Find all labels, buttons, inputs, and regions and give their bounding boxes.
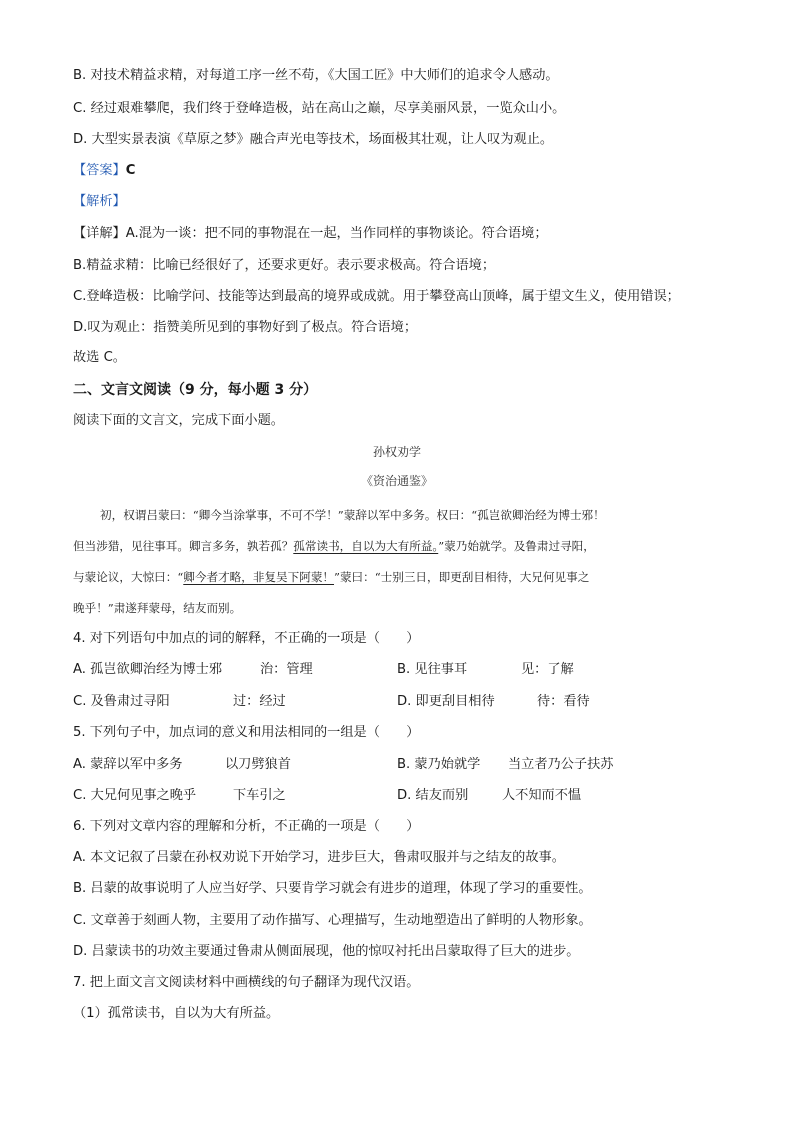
q6-option-c: C. 文章善于刻画人物，主要用了动作描写、心理描写，生动地塑造出了鲜明的人物形象。 (73, 913, 592, 928)
q5-option-d: D. 结友而别 (397, 788, 469, 803)
q6-stem: 6. 下列对文章内容的理解和分析，不正确的一项是（ ） (73, 819, 420, 834)
detail-c: C.登峰造极：比喻学问、技能等达到最高的境界或成就。用于攀登高山顶峰，属于望文生义，使用错误； (73, 289, 680, 304)
q4-option-c-note: 过：经过 (233, 694, 286, 709)
section-instruction: 阅读下面的文言文，完成下面小题。 (73, 413, 284, 428)
answer-label: 【答案】 (73, 163, 126, 178)
q5-option-c-pair: 下车引之 (233, 788, 286, 803)
q3-option-d: D. 大型实景表演《草原之梦》融合声光电等技术，场面极其壮观，让人叹为观止。 (73, 132, 554, 147)
q3-option-c: C. 经过艰难攀爬，我们终于登峰造极，站在高山之巅，尽享美丽风景，一览众山小。 (73, 101, 566, 116)
underlined-sentence-2: 卿今者才略，非复吴下阿蒙！ (183, 570, 335, 584)
q6-option-d: D. 吕蒙读书的功效主要通过鲁肃从侧面展现，他的惊叹衬托出吕蒙取得了巨大的进步。 (73, 944, 580, 959)
q6-option-a: A. 本文记叙了吕蒙在孙权劝说下开始学习，进步巨大，鲁肃叹服并与之结友的故事。 (73, 850, 565, 865)
q5-option-a: A. 蒙辞以军中多务 (73, 757, 183, 772)
q5-option-d-pair: 人不知而不愠 (502, 788, 582, 803)
q7-stem: 7. 把上面文言文阅读材料中画横线的句子翻译为现代汉语。 (73, 975, 420, 990)
detail-label: 【详解】 (73, 226, 126, 241)
q4-option-a-note: 治：管理 (260, 662, 313, 677)
passage-line-4: 晚乎！”肃遂拜蒙母，结友而别。 (73, 601, 242, 615)
q4-option-d-note: 待：看待 (537, 694, 590, 709)
q4-option-b: B. 见往事耳 (397, 662, 468, 677)
q5-option-a-pair: 以刀劈狼首 (225, 757, 291, 772)
q5-stem: 5. 下列句子中，加点词的意义和用法相同的一组是（ ） (73, 725, 420, 740)
detail-d: D.叹为观止：指赞美所见到的事物好到了极点。符合语境； (73, 320, 418, 335)
q3-option-b: B. 对技术精益求精，对每道工序一丝不苟，《大国工匠》中大师们的追求令人感动。 (73, 68, 559, 83)
detail-b: B.精益求精：比喻已经很好了，还要求更好。表示要求极高。符合语境； (73, 258, 496, 273)
q7-sub-1: （1）孤常读书，自以为大有所益。 (73, 1006, 280, 1021)
q4-option-d: D. 即更刮目相待 (397, 694, 495, 709)
passage-line-2 (73, 536, 595, 556)
conclusion: 故选 C。 (73, 350, 126, 365)
passage-source: 《资治通鉴》 (360, 474, 433, 488)
answer-value: C (125, 163, 136, 178)
q4-option-c: C. 及鲁肃过寻阳 (73, 694, 170, 709)
passage-title: 孙权劝学 (372, 445, 421, 459)
q5-option-b: B. 蒙乃始就学 (397, 757, 481, 772)
underlined-sentence-1: 孤常读书，自以为大有所益。 (293, 539, 439, 553)
passage-text: 但当涉猎，见往事耳。卿言多务，孰若孤？ (73, 539, 294, 553)
section-heading: 二、文言文阅读（9 分，每小题 3 分） (73, 382, 318, 398)
q4-option-a: A. 孤岂欲卿治经为博士邪 (73, 662, 223, 677)
q5-option-c: C. 大兄何见事之晚乎 (73, 788, 197, 803)
passage-line-1: 初，权谓吕蒙曰：“卿今当涂掌事，不可不学！”蒙辞以军中多务。权曰：“孤岂欲卿治经为博士邪！ (100, 508, 605, 522)
q4-stem: 4. 对下列语句中加点的词的解释，不正确的一项是（ ） (73, 631, 420, 646)
q6-option-b: B. 吕蒙的故事说明了人应当好学、只要肯学习就会有进步的道理，体现了学习的重要性。 (73, 881, 592, 896)
q5-option-b-pair: 当立者乃公子扶苏 (508, 757, 614, 772)
analysis-label: 【解析】 (73, 194, 126, 209)
detail-a-line (73, 224, 548, 244)
passage-text: ”蒙曰：“士别三日，即更刮目相待，大兄何见事之 (334, 570, 590, 584)
detail-a: A.混为一谈：把不同的事物混在一起，当作同样的事物谈论。符合语境； (125, 226, 548, 241)
answer-line (73, 161, 135, 181)
passage-line-3 (73, 567, 589, 587)
passage-text: ”蒙乃始就学。及鲁肃过寻阳， (438, 539, 595, 553)
passage-text: 与蒙论议，大惊曰：“ (73, 570, 184, 584)
q4-option-b-note: 见：了解 (521, 662, 574, 677)
